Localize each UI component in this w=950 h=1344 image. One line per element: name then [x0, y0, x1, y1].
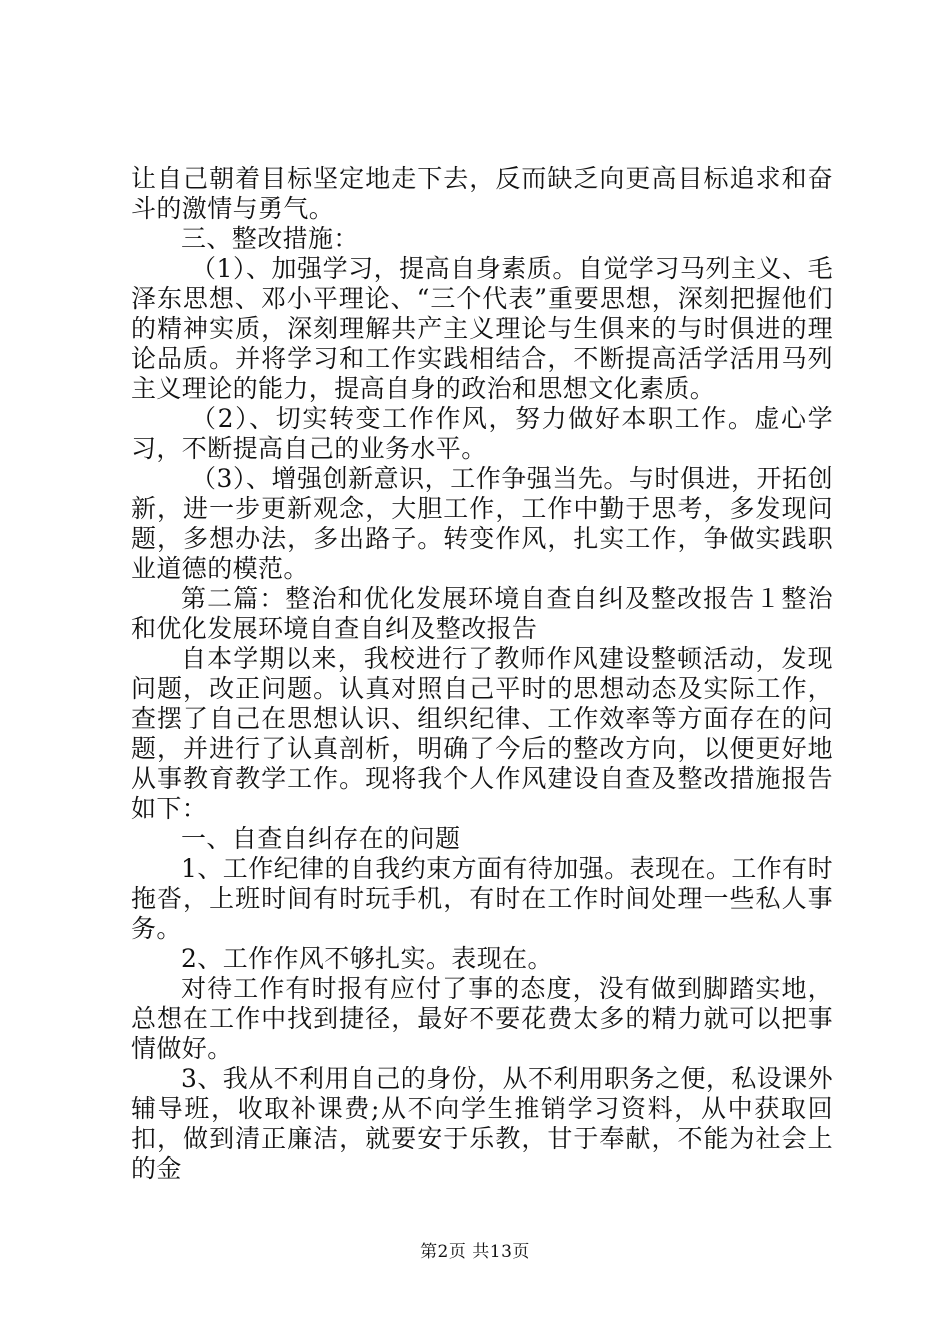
document-body: [131, 164, 833, 1184]
paragraph-measure-2: （2）、切实转变工作作风，努力做好本职工作。虚心学习，不断提高自己的业务水平。: [131, 404, 833, 463]
paragraph-problem-1: 1、工作纪律的自我约束方面有待加强。表现在。工作有时拖沓，上班时间有时玩手机，有时在工作时间处理一些私人事务。: [131, 854, 833, 943]
section-heading-rectification: 三、整改措施：: [181, 224, 359, 253]
paragraph-problem-2: 2、工作作风不够扎实。表现在。: [181, 944, 553, 973]
section-heading-problems: 一、自查自纠存在的问题: [181, 824, 461, 853]
paragraph-problem-3: 3、我从不利用自己的身份，从不利用职务之便，私设课外辅导班，收取补课费;从不向学生推销学习资料，从中获取回扣，做到清正廉洁，就要安于乐教，甘于奉献，不能为社会上的金: [131, 1064, 833, 1183]
chapter-heading-second: 第二篇：整治和优化发展环境自查自纠及整改报告１整治和优化发展环境自查自纠及整改报告: [131, 584, 833, 643]
paragraph-measure-3: （3）、增强创新意识，工作争强当先。与时俱进，开拓创新，进一步更新观念，大胆工作，工作中勤于思考，多发现问题，多想办法，多出路子。转变作风，扎实工作，争做实践职业道德的模范。: [131, 464, 833, 583]
paragraph-intro: 自本学期以来，我校进行了教师作风建设整顿活动，发现问题，改正问题。认真对照自己平时的思想动态及实际工作，查摆了自己在思想认识、组织纪律、工作效率等方面存在的问题，并进行了认真剖析，明确了今后的整改方向，以便更好地从事教育教学工作。现将我个人作风建设自查及整改措施报告如下：: [131, 644, 833, 823]
paragraph-problem-2-detail: 对待工作有时报有应付了事的态度，没有做到脚踏实地，总想在工作中找到捷径，最好不要花费太多的精力就可以把事情做好。: [131, 974, 833, 1063]
page-number-footer: 第2页 共13页: [420, 1242, 530, 1262]
paragraph-measure-1: （1）、加强学习，提高自身素质。自觉学习马列主义、毛泽东思想、邓小平理论、“三个代表”重要思想，深刻把握他们的精神实质，深刻理解共产主义理论与生俱来的与时俱进的理论品质。并将学习和工作实践相结合，不断提高活学活用马列主义理论的能力，提高自身的政治和思想文化素质。: [131, 254, 833, 403]
paragraph-continuation: 让自己朝着目标坚定地走下去，反而缺乏向更高目标追求和奋斗的激情与勇气。: [131, 164, 833, 223]
